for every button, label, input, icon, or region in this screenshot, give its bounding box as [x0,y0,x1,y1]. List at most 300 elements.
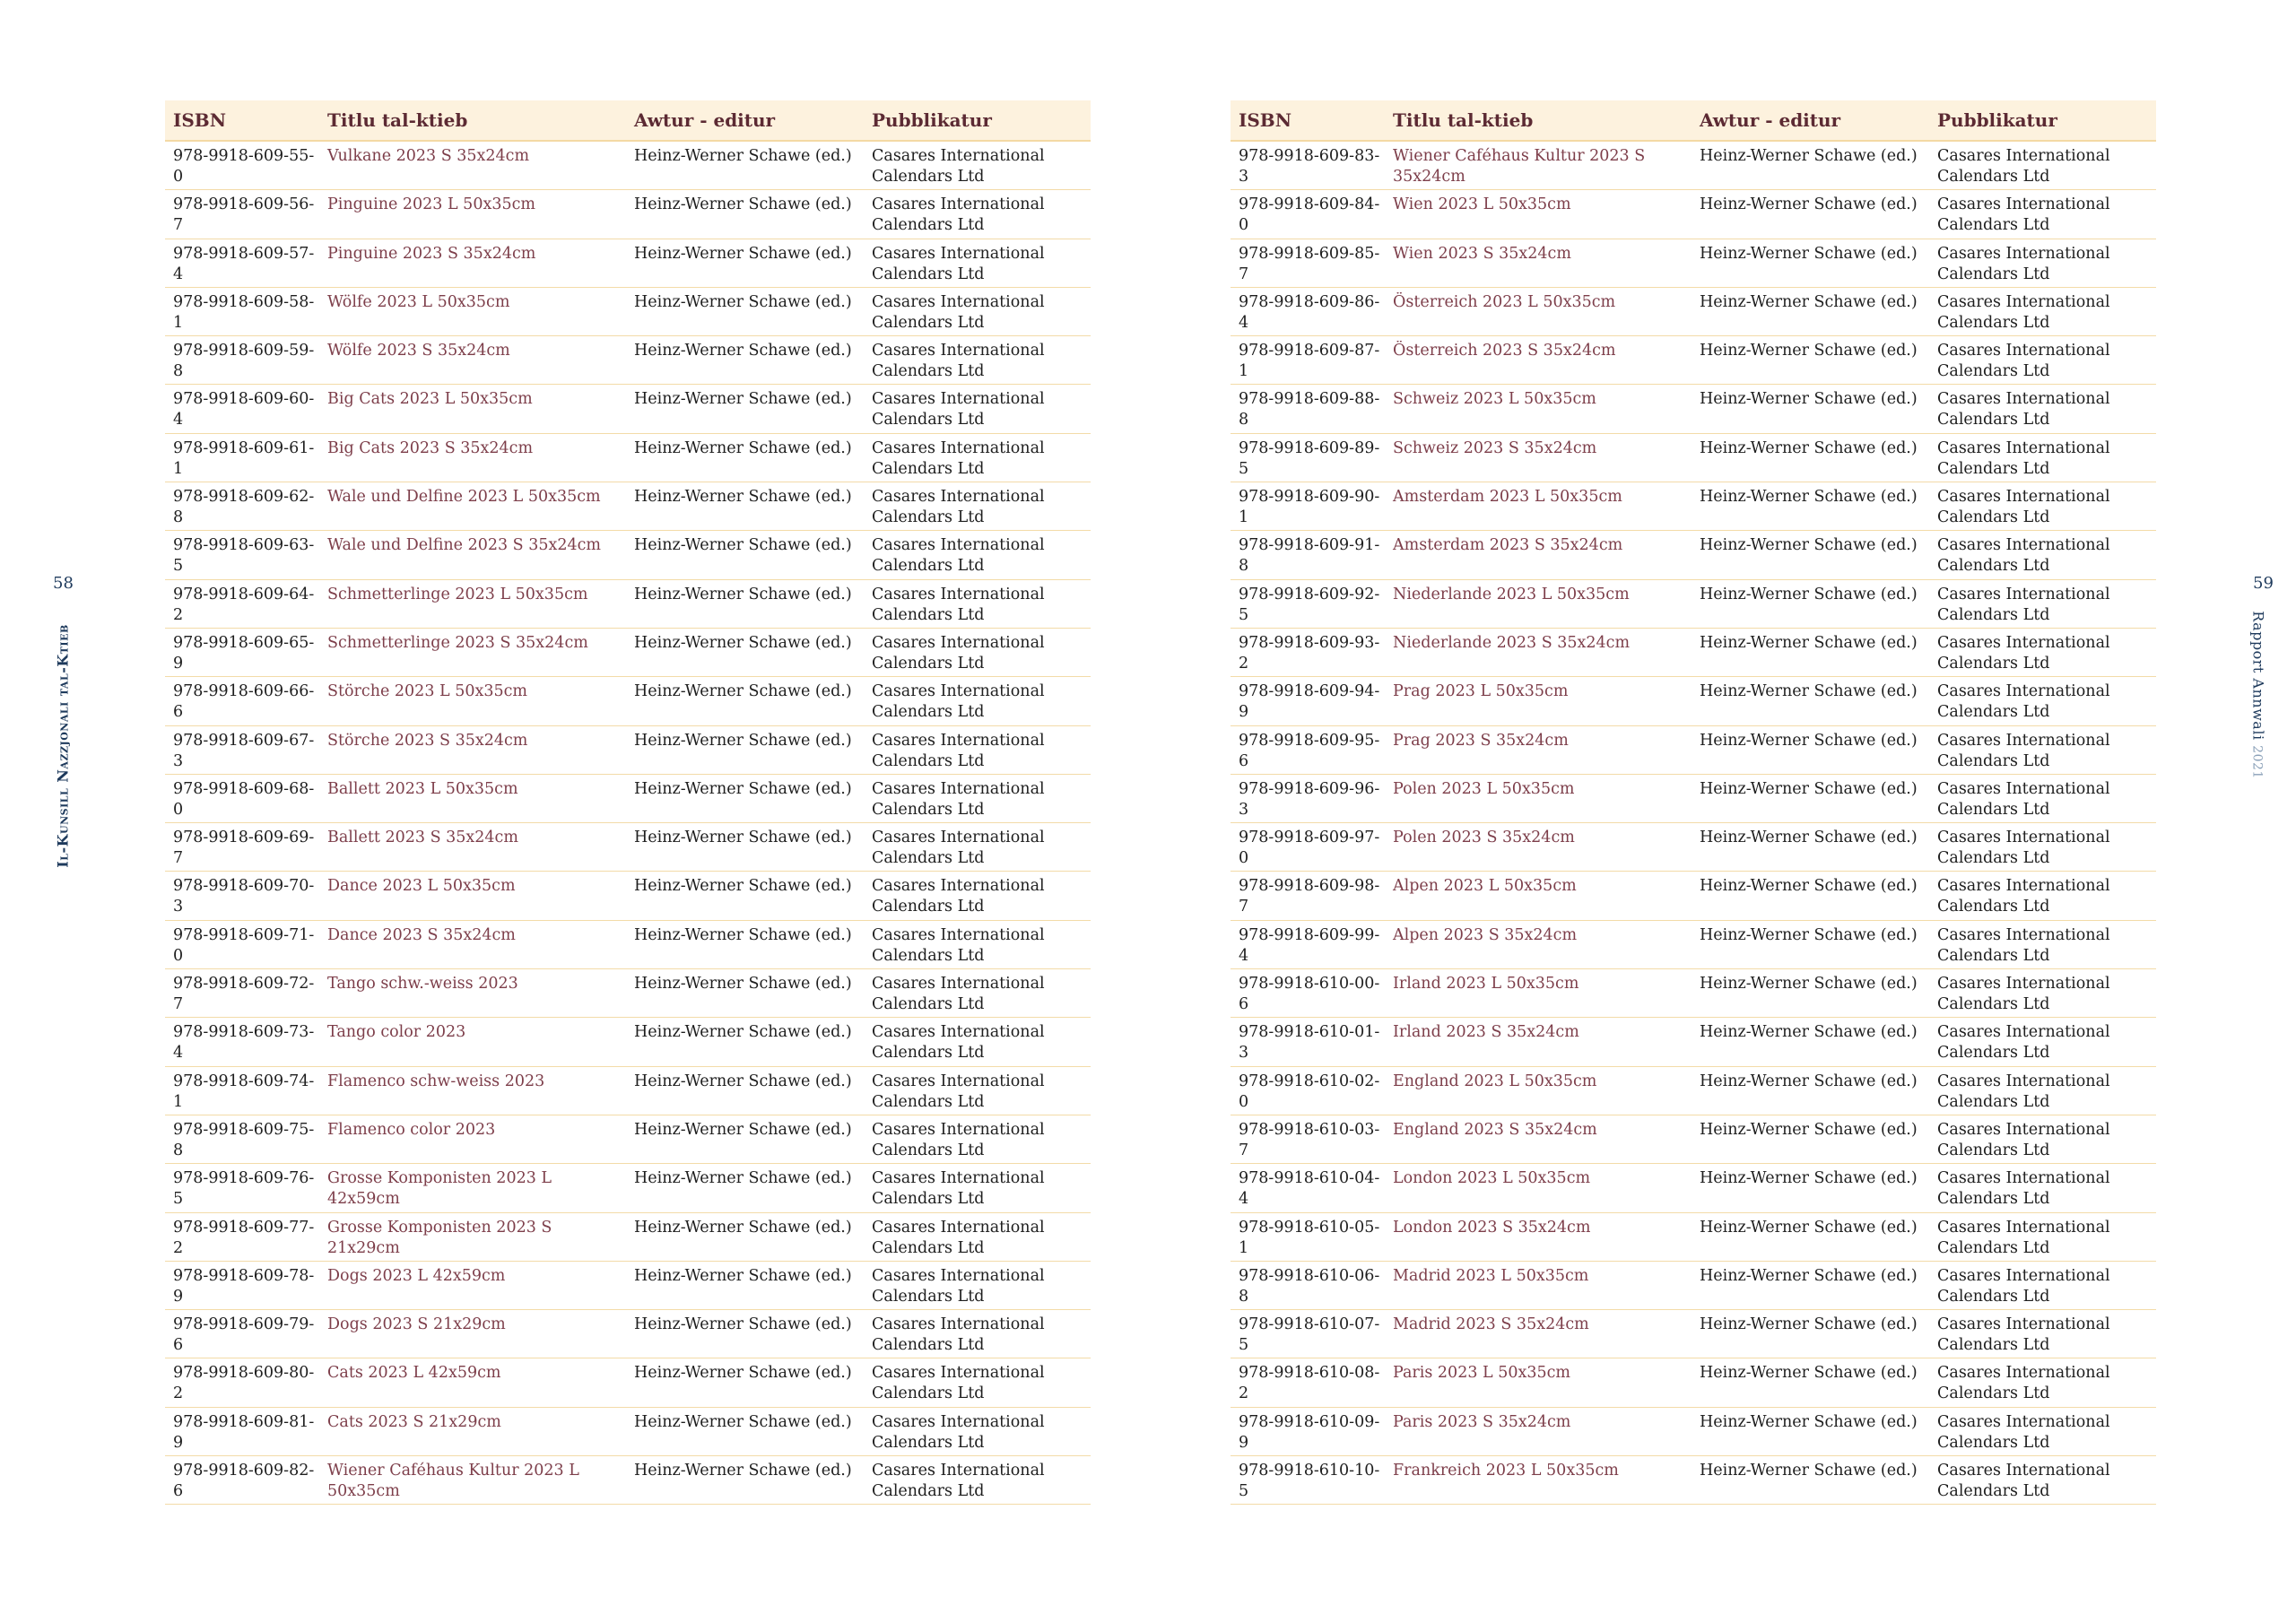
publisher-cell: Casares International Calendars Ltd [1937,1072,2110,1111]
table-row [1231,775,2156,823]
header-publisher: Pubblikatur [872,109,992,131]
table-row [1231,336,2156,385]
isbn-cell: 978-9918-609-98-7 [1239,877,1380,916]
author-cell: Heinz-Werner Schawe (ed.) [634,1218,852,1237]
title-cell: Wien 2023 S 35x24cm [1393,244,1571,263]
table-row [165,190,1091,239]
title-cell: Big Cats 2023 S 35x24cm [327,438,534,457]
isbn-cell: 978-9918-610-07-5 [1239,1315,1380,1355]
isbn-cell: 978-9918-609-87-1 [1239,342,1380,381]
isbn-cell: 978-9918-610-05-1 [1239,1218,1380,1257]
publisher-cell: Casares International Calendars Ltd [1937,633,2110,673]
title-cell: Paris 2023 L 50x35cm [1393,1364,1571,1383]
publisher-cell: Casares International Calendars Ltd [1937,1169,2110,1209]
isbn-cell: 978-9918-609-74-1 [173,1072,315,1111]
publisher-cell: Casares International Calendars Ltd [872,1120,1045,1159]
title-cell: Prag 2023 S 35x24cm [1393,731,1569,750]
publisher-cell: Casares International Calendars Ltd [1937,438,2110,478]
table-row [165,336,1091,385]
table-row [165,775,1091,823]
running-head-left: Il-Kunsill Nazzjonali tal-Ktieb [54,624,72,868]
table-body [1231,142,2156,1505]
isbn-cell: 978-9918-609-58-1 [173,292,315,332]
publisher-cell: Casares International Calendars Ltd [872,536,1045,576]
isbn-cell: 978-9918-609-79-6 [173,1315,315,1355]
author-cell: Heinz-Werner Schawe (ed.) [1700,633,1918,652]
header-isbn: ISBN [173,109,226,131]
author-cell: Heinz-Werner Schawe (ed.) [634,147,852,165]
author-cell: Heinz-Werner Schawe (ed.) [634,1462,852,1480]
publisher-cell: Casares International Calendars Ltd [1937,292,2110,332]
table-row [165,1262,1091,1310]
publisher-cell: Casares International Calendars Ltd [1937,342,2110,381]
title-cell: Österreich 2023 S 35x24cm [1393,342,1616,360]
table-row [1231,1018,2156,1066]
publisher-cell: Casares International Calendars Ltd [872,195,1045,235]
isbn-cell: 978-9918-609-95-6 [1239,731,1380,770]
isbn-cell: 978-9918-609-89-5 [1239,438,1380,478]
isbn-cell: 978-9918-609-93-2 [1239,633,1380,673]
table-row [1231,190,2156,239]
table-row [165,1456,1091,1505]
header-author: Awtur - editur [1700,109,1841,131]
isbn-cell: 978-9918-609-83-3 [1239,147,1380,186]
isbn-cell: 978-9918-609-68-0 [173,779,315,819]
publisher-cell: Casares International Calendars Ltd [1937,244,2110,283]
header-title: Titlu tal-ktieb [327,109,468,131]
publisher-cell: Casares International Calendars Ltd [872,1169,1045,1209]
isbn-cell: 978-9918-609-56-7 [173,195,315,235]
publisher-cell: Casares International Calendars Ltd [1937,829,2110,868]
table-row [1231,823,2156,872]
title-cell: Wien 2023 L 50x35cm [1393,195,1571,214]
publisher-cell: Casares International Calendars Ltd [872,925,1045,965]
title-cell: England 2023 L 50x35cm [1393,1072,1597,1090]
isbn-cell: 978-9918-609-55-0 [173,147,315,186]
author-cell: Heinz-Werner Schawe (ed.) [634,292,852,311]
isbn-cell: 978-9918-609-61-1 [173,438,315,478]
table-row [1231,142,2156,190]
publisher-cell: Casares International Calendars Ltd [1937,1315,2110,1355]
title-cell: Schweiz 2023 S 35x24cm [1393,438,1597,457]
author-cell: Heinz-Werner Schawe (ed.) [634,1315,852,1334]
isbn-cell: 978-9918-609-92-5 [1239,585,1380,624]
running-head-title: Rapport Annwali [2249,611,2267,741]
author-cell: Heinz-Werner Schawe (ed.) [1700,975,1918,994]
table-row [165,1213,1091,1262]
title-cell: Polen 2023 S 35x24cm [1393,829,1575,847]
author-cell: Heinz-Werner Schawe (ed.) [1700,536,1918,555]
publisher-cell: Casares International Calendars Ltd [872,1266,1045,1306]
isbn-cell: 978-9918-609-70-3 [173,877,315,916]
table-row [165,677,1091,725]
title-cell: Frankreich 2023 L 50x35cm [1393,1462,1619,1480]
author-cell: Heinz-Werner Schawe (ed.) [1700,1120,1918,1139]
table-row [165,969,1091,1018]
isbn-cell: 978-9918-609-73-4 [173,1023,315,1063]
title-cell: Irland 2023 S 35x24cm [1393,1023,1579,1042]
table-row [1231,1067,2156,1115]
title-cell: Grosse Komponisten 2023 L 42x59cm [327,1169,552,1209]
running-head-right [2250,611,2267,779]
isbn-cell: 978-9918-610-02-0 [1239,1072,1380,1111]
isbn-cell: 978-9918-609-65-9 [173,633,315,673]
author-cell: Heinz-Werner Schawe (ed.) [634,1169,852,1188]
isbn-cell: 978-9918-610-10-5 [1239,1462,1380,1501]
title-cell: Cats 2023 S 21x29cm [327,1412,501,1431]
table-row [165,288,1091,336]
title-cell: London 2023 S 35x24cm [1393,1218,1591,1237]
publisher-cell: Casares International Calendars Ltd [872,1462,1045,1501]
isbn-cell: 978-9918-609-86-4 [1239,292,1380,332]
author-cell: Heinz-Werner Schawe (ed.) [634,829,852,847]
table-row [1231,1310,2156,1358]
publisher-cell: Casares International Calendars Ltd [872,1364,1045,1403]
publisher-cell: Casares International Calendars Ltd [872,1412,1045,1452]
author-cell: Heinz-Werner Schawe (ed.) [1700,1315,1918,1334]
title-cell: Pinguine 2023 L 50x35cm [327,195,535,214]
table-row [1231,1115,2156,1164]
publisher-cell: Casares International Calendars Ltd [872,390,1045,430]
title-cell: Grosse Komponisten 2023 S 21x29cm [327,1218,552,1257]
title-cell: Störche 2023 L 50x35cm [327,682,527,701]
publisher-cell: Casares International Calendars Ltd [872,877,1045,916]
table-row [1231,239,2156,288]
publisher-cell: Casares International Calendars Ltd [1937,975,2110,1014]
title-cell: Irland 2023 L 50x35cm [1393,975,1579,994]
table-row [165,1018,1091,1066]
table-row [165,921,1091,969]
author-cell: Heinz-Werner Schawe (ed.) [634,779,852,798]
table-row [165,1310,1091,1358]
table-row [1231,1408,2156,1456]
isbn-cell: 978-9918-610-01-3 [1239,1023,1380,1063]
author-cell: Heinz-Werner Schawe (ed.) [634,633,852,652]
title-cell: London 2023 L 50x35cm [1393,1169,1591,1188]
isbn-cell: 978-9918-609-69-7 [173,829,315,868]
author-cell: Heinz-Werner Schawe (ed.) [1700,292,1918,311]
title-cell: Madrid 2023 S 35x24cm [1393,1315,1589,1334]
author-cell: Heinz-Werner Schawe (ed.) [634,877,852,896]
author-cell: Heinz-Werner Schawe (ed.) [634,1120,852,1139]
isbn-cell: 978-9918-609-64-2 [173,585,315,624]
page-number-left: 58 [53,574,74,593]
isbn-cell: 978-9918-609-60-4 [173,390,315,430]
table-row [1231,1262,2156,1310]
publisher-cell: Casares International Calendars Ltd [872,488,1045,527]
isbn-cell: 978-9918-609-62-8 [173,488,315,527]
table-row [1231,482,2156,531]
author-cell: Heinz-Werner Schawe (ed.) [1700,390,1918,409]
publisher-cell: Casares International Calendars Ltd [1937,1218,2110,1257]
table-row [165,1358,1091,1407]
author-cell: Heinz-Werner Schawe (ed.) [1700,488,1918,507]
isbn-cell: 978-9918-610-03-7 [1239,1120,1380,1159]
isbn-cell: 978-9918-609-91-8 [1239,536,1380,576]
author-cell: Heinz-Werner Schawe (ed.) [1700,1266,1918,1285]
publisher-cell: Casares International Calendars Ltd [872,438,1045,478]
author-cell: Heinz-Werner Schawe (ed.) [634,390,852,409]
title-cell: Dogs 2023 S 21x29cm [327,1315,506,1334]
isbn-table-left [165,100,1091,1505]
table-row [1231,726,2156,775]
author-cell: Heinz-Werner Schawe (ed.) [634,1364,852,1383]
isbn-cell: 978-9918-610-06-8 [1239,1266,1380,1306]
title-cell: Ballett 2023 S 35x24cm [327,829,518,847]
author-cell: Heinz-Werner Schawe (ed.) [634,244,852,263]
isbn-cell: 978-9918-609-78-9 [173,1266,315,1306]
publisher-cell: Casares International Calendars Ltd [1937,585,2110,624]
isbn-cell: 978-9918-610-00-6 [1239,975,1380,1014]
publisher-cell: Casares International Calendars Ltd [1937,1023,2110,1063]
author-cell: Heinz-Werner Schawe (ed.) [1700,244,1918,263]
title-cell: Big Cats 2023 L 50x35cm [327,390,533,409]
table-row [165,580,1091,629]
author-cell: Heinz-Werner Schawe (ed.) [1700,1364,1918,1383]
publisher-cell: Casares International Calendars Ltd [872,829,1045,868]
author-cell: Heinz-Werner Schawe (ed.) [1700,1462,1918,1480]
author-cell: Heinz-Werner Schawe (ed.) [1700,195,1918,214]
isbn-cell: 978-9918-609-97-0 [1239,829,1380,868]
isbn-cell: 978-9918-609-94-9 [1239,682,1380,722]
isbn-cell: 978-9918-609-71-0 [173,925,315,965]
table-row [165,1164,1091,1212]
author-cell: Heinz-Werner Schawe (ed.) [1700,779,1918,798]
publisher-cell: Casares International Calendars Ltd [1937,779,2110,819]
isbn-cell: 978-9918-609-75-8 [173,1120,315,1159]
publisher-cell: Casares International Calendars Ltd [872,244,1045,283]
author-cell: Heinz-Werner Schawe (ed.) [634,925,852,944]
table-header [165,100,1091,142]
title-cell: Österreich 2023 L 50x35cm [1393,292,1616,311]
isbn-cell: 978-9918-610-08-2 [1239,1364,1380,1403]
title-cell: Cats 2023 L 42x59cm [327,1364,501,1383]
table-row [165,872,1091,920]
table-row [165,823,1091,872]
title-cell: Dance 2023 L 50x35cm [327,877,516,896]
title-cell: Wölfe 2023 L 50x35cm [327,292,510,311]
title-cell: Niederlande 2023 L 50x35cm [1393,585,1630,603]
author-cell: Heinz-Werner Schawe (ed.) [634,195,852,214]
header-author: Awtur - editur [634,109,776,131]
publisher-cell: Casares International Calendars Ltd [872,975,1045,1014]
title-cell: Wale und Delfine 2023 L 50x35cm [327,488,601,507]
title-cell: Pinguine 2023 S 35x24cm [327,244,536,263]
author-cell: Heinz-Werner Schawe (ed.) [1700,438,1918,457]
isbn-cell: 978-9918-609-59-8 [173,342,315,381]
author-cell: Heinz-Werner Schawe (ed.) [634,342,852,360]
table-row [1231,1456,2156,1505]
publisher-cell: Casares International Calendars Ltd [872,731,1045,770]
publisher-cell: Casares International Calendars Ltd [872,779,1045,819]
publisher-cell: Casares International Calendars Ltd [1937,1412,2110,1452]
title-cell: Amsterdam 2023 L 50x35cm [1393,488,1622,507]
author-cell: Heinz-Werner Schawe (ed.) [1700,1169,1918,1188]
table-row [1231,677,2156,725]
publisher-cell: Casares International Calendars Ltd [872,1218,1045,1257]
title-cell: Tango schw.-weiss 2023 [327,975,518,994]
title-cell: Störche 2023 S 35x24cm [327,731,528,750]
isbn-cell: 978-9918-609-63-5 [173,536,315,576]
publisher-cell: Casares International Calendars Ltd [872,682,1045,722]
publisher-cell: Casares International Calendars Ltd [872,292,1045,332]
author-cell: Heinz-Werner Schawe (ed.) [1700,829,1918,847]
isbn-cell: 978-9918-609-67-3 [173,731,315,770]
table-row [165,142,1091,190]
title-cell: Paris 2023 S 35x24cm [1393,1412,1571,1431]
title-cell: Dogs 2023 L 42x59cm [327,1266,506,1285]
header-isbn: ISBN [1239,109,1292,131]
isbn-cell: 978-9918-609-66-6 [173,682,315,722]
title-cell: Vulkane 2023 S 35x24cm [327,147,530,165]
title-cell: Wiener Caféhaus Kultur 2023 L 50x35cm [327,1462,579,1501]
publisher-cell: Casares International Calendars Ltd [1937,1120,2110,1159]
publisher-cell: Casares International Calendars Ltd [1937,195,2110,235]
author-cell: Heinz-Werner Schawe (ed.) [634,1023,852,1042]
author-cell: Heinz-Werner Schawe (ed.) [634,682,852,701]
table-row [165,1115,1091,1164]
author-cell: Heinz-Werner Schawe (ed.) [1700,1218,1918,1237]
title-cell: Flamenco schw-weiss 2023 [327,1072,545,1090]
table-header [1231,100,2156,142]
title-cell: Polen 2023 L 50x35cm [1393,779,1575,798]
author-cell: Heinz-Werner Schawe (ed.) [634,585,852,603]
author-cell: Heinz-Werner Schawe (ed.) [634,975,852,994]
table-row [165,385,1091,433]
publisher-cell: Casares International Calendars Ltd [872,1072,1045,1111]
table-row [1231,969,2156,1018]
isbn-cell: 978-9918-609-85-7 [1239,244,1380,283]
table-row [1231,531,2156,579]
isbn-cell: 978-9918-609-88-8 [1239,390,1380,430]
title-cell: Schweiz 2023 L 50x35cm [1393,390,1596,409]
isbn-cell: 978-9918-609-99-4 [1239,925,1380,965]
isbn-cell: 978-9918-610-09-9 [1239,1412,1380,1452]
isbn-cell: 978-9918-609-77-2 [173,1218,315,1257]
table-row [1231,629,2156,677]
publisher-cell: Casares International Calendars Ltd [872,147,1045,186]
isbn-cell: 978-9918-609-90-1 [1239,488,1380,527]
isbn-cell: 978-9918-609-82-6 [173,1462,315,1501]
title-cell: Schmetterlinge 2023 L 50x35cm [327,585,588,603]
publisher-cell: Casares International Calendars Ltd [1937,731,2110,770]
isbn-cell: 978-9918-609-84-0 [1239,195,1380,235]
author-cell: Heinz-Werner Schawe (ed.) [1700,1412,1918,1431]
author-cell: Heinz-Werner Schawe (ed.) [1700,1072,1918,1090]
isbn-table-right [1231,100,2156,1505]
author-cell: Heinz-Werner Schawe (ed.) [1700,925,1918,944]
isbn-cell: 978-9918-609-96-3 [1239,779,1380,819]
author-cell: Heinz-Werner Schawe (ed.) [1700,682,1918,701]
publisher-cell: Casares International Calendars Ltd [1937,682,2110,722]
table-row [1231,921,2156,969]
table-row [165,482,1091,531]
publisher-cell: Casares International Calendars Ltd [1937,147,2110,186]
table-row [1231,1358,2156,1407]
isbn-cell: 978-9918-610-04-4 [1239,1169,1380,1209]
author-cell: Heinz-Werner Schawe (ed.) [634,488,852,507]
author-cell: Heinz-Werner Schawe (ed.) [1700,147,1918,165]
table-row [165,1408,1091,1456]
author-cell: Heinz-Werner Schawe (ed.) [1700,342,1918,360]
header-title: Titlu tal-ktieb [1393,109,1534,131]
publisher-cell: Casares International Calendars Ltd [1937,1364,2110,1403]
table-row [1231,872,2156,920]
publisher-cell: Casares International Calendars Ltd [872,342,1045,381]
author-cell: Heinz-Werner Schawe (ed.) [634,536,852,555]
isbn-cell: 978-9918-609-81-9 [173,1412,315,1452]
page-number-right: 59 [2253,574,2274,593]
running-head-year: 2021 [2249,745,2265,779]
title-cell: Tango color 2023 [327,1023,466,1042]
publisher-cell: Casares International Calendars Ltd [872,585,1045,624]
title-cell: Schmetterlinge 2023 S 35x24cm [327,633,588,652]
isbn-cell: 978-9918-609-80-2 [173,1364,315,1403]
publisher-cell: Casares International Calendars Ltd [872,1023,1045,1063]
isbn-cell: 978-9918-609-57-4 [173,244,315,283]
isbn-cell: 978-9918-609-72-7 [173,975,315,1014]
table-row [165,239,1091,288]
table-row [1231,385,2156,433]
publisher-cell: Casares International Calendars Ltd [872,633,1045,673]
title-cell: Amsterdam 2023 S 35x24cm [1393,536,1623,555]
title-cell: England 2023 S 35x24cm [1393,1120,1597,1139]
title-cell: Wiener Caféhaus Kultur 2023 S 35x24cm [1393,147,1646,186]
author-cell: Heinz-Werner Schawe (ed.) [634,731,852,750]
author-cell: Heinz-Werner Schawe (ed.) [1700,1023,1918,1042]
table-row [165,1067,1091,1115]
author-cell: Heinz-Werner Schawe (ed.) [634,438,852,457]
author-cell: Heinz-Werner Schawe (ed.) [634,1266,852,1285]
table-row [1231,1213,2156,1262]
author-cell: Heinz-Werner Schawe (ed.) [1700,585,1918,603]
table-row [1231,288,2156,336]
publisher-cell: Casares International Calendars Ltd [872,1315,1045,1355]
title-cell: Alpen 2023 L 50x35cm [1393,877,1577,896]
title-cell: Dance 2023 S 35x24cm [327,925,516,944]
author-cell: Heinz-Werner Schawe (ed.) [1700,731,1918,750]
title-cell: Ballett 2023 L 50x35cm [327,779,518,798]
isbn-cell: 978-9918-609-76-5 [173,1169,315,1209]
table-body [165,142,1091,1505]
table-row [165,434,1091,482]
table-row [1231,580,2156,629]
table-row [165,629,1091,677]
publisher-cell: Casares International Calendars Ltd [1937,536,2110,576]
table-row [1231,1164,2156,1212]
title-cell: Flamenco color 2023 [327,1120,496,1139]
author-cell: Heinz-Werner Schawe (ed.) [1700,877,1918,896]
author-cell: Heinz-Werner Schawe (ed.) [634,1412,852,1431]
title-cell: Niederlande 2023 S 35x24cm [1393,633,1631,652]
title-cell: Alpen 2023 S 35x24cm [1393,925,1578,944]
publisher-cell: Casares International Calendars Ltd [1937,390,2110,430]
publisher-cell: Casares International Calendars Ltd [1937,1462,2110,1501]
title-cell: Prag 2023 L 50x35cm [1393,682,1569,701]
publisher-cell: Casares International Calendars Ltd [1937,488,2110,527]
table-row [1231,434,2156,482]
header-publisher: Pubblikatur [1937,109,2057,131]
publisher-cell: Casares International Calendars Ltd [1937,925,2110,965]
publisher-cell: Casares International Calendars Ltd [1937,1266,2110,1306]
author-cell: Heinz-Werner Schawe (ed.) [634,1072,852,1090]
publisher-cell: Casares International Calendars Ltd [1937,877,2110,916]
title-cell: Madrid 2023 L 50x35cm [1393,1266,1589,1285]
table-row [165,726,1091,775]
title-cell: Wale und Delfine 2023 S 35x24cm [327,536,602,555]
table-row [165,531,1091,579]
title-cell: Wölfe 2023 S 35x24cm [327,342,510,360]
